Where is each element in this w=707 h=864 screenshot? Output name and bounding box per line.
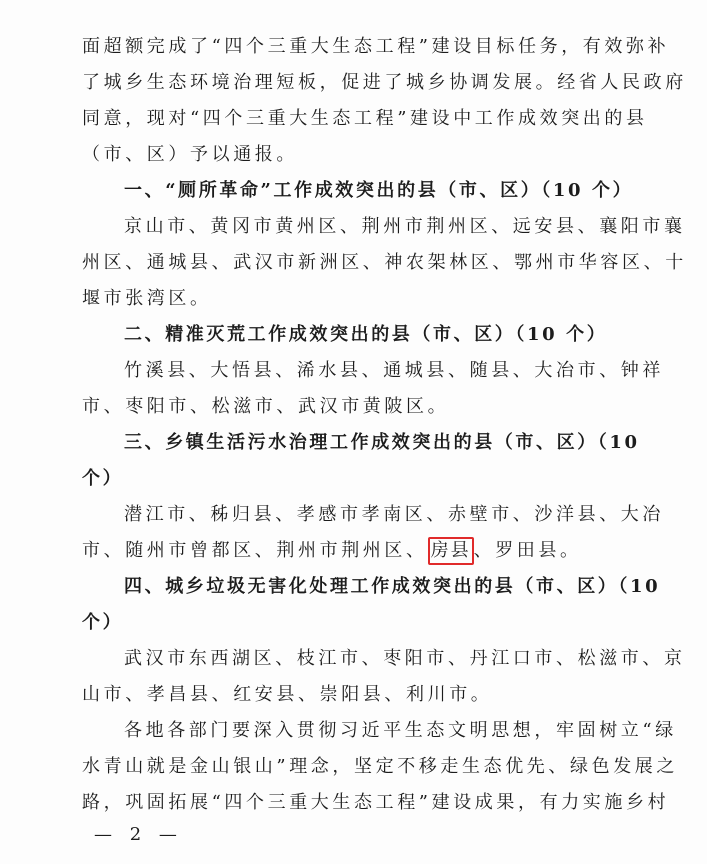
- county-text: 、罗田县。: [473, 540, 582, 561]
- county-list-line: 潜江市、秭归县、孝感市孝南区、赤壁市、沙洋县、大冶: [124, 504, 664, 525]
- body-text-line: 各地各部门要深入贯彻习近平生态文明思想，牢固树立“绿: [124, 720, 677, 741]
- county-list-line: 武汉市东西湖区、枝江市、枣阳市、丹江口市、松滋市、京: [124, 648, 686, 669]
- section-heading-garbage-treatment: 四、城乡垃圾无害化处理工作成效突出的县（市、区）（10: [124, 576, 661, 597]
- section-heading-continuation: 个）: [82, 468, 124, 489]
- body-text-line: 同意，现对“四个三重大生态工程”建设中工作成效突出的县: [82, 108, 648, 129]
- county-list-line: 州区、通城县、武汉市新洲区、神农架林区、鄂州市华容区、十: [82, 252, 687, 273]
- county-text: 市、随州市曾都区、荆州市荆州区、: [82, 540, 428, 561]
- body-text-line: （市、区）予以通报。: [82, 144, 298, 165]
- section-heading-sewage-treatment: 三、乡镇生活污水治理工作成效突出的县（市、区）（10: [124, 432, 640, 453]
- body-text-line: 路，巩固拓展“四个三重大生态工程”建设成果，有力实施乡村: [82, 792, 670, 813]
- page-number: — 2 —: [94, 824, 183, 845]
- body-text-line: 面超额完成了“四个三重大生态工程”建设目标任务，有效弥补: [82, 36, 670, 57]
- county-list-line: 山市、孝昌县、红安县、崇阳县、利川市。: [82, 684, 493, 705]
- county-list-line: 市、枣阳市、松滋市、武汉市黄陂区。: [82, 396, 450, 417]
- highlighted-county-box: 房县: [428, 537, 474, 565]
- section-heading-toilet-revolution: 一、“厕所革命”工作成效突出的县（市、区）（10 个）: [124, 180, 634, 201]
- county-list-line: 堰市张湾区。: [82, 288, 212, 309]
- county-list-line-with-highlight: [82, 538, 582, 564]
- county-list-line: 京山市、黄冈市黄州区、荆州市荆州区、远安县、襄阳市襄: [124, 216, 686, 237]
- body-text-line: 了城乡生态环境治理短板，促进了城乡协调发展。经省人民政府: [82, 72, 687, 93]
- body-text-line: 水青山就是金山银山”理念，坚定不移走生态优先、绿色发展之: [82, 756, 678, 777]
- section-heading-afforestation: 二、精准灭荒工作成效突出的县（市、区）（10 个）: [124, 324, 608, 345]
- county-list-line: 竹溪县、大悟县、浠水县、通城县、随县、大冶市、钟祥: [124, 360, 664, 381]
- section-heading-continuation: 个）: [82, 612, 124, 633]
